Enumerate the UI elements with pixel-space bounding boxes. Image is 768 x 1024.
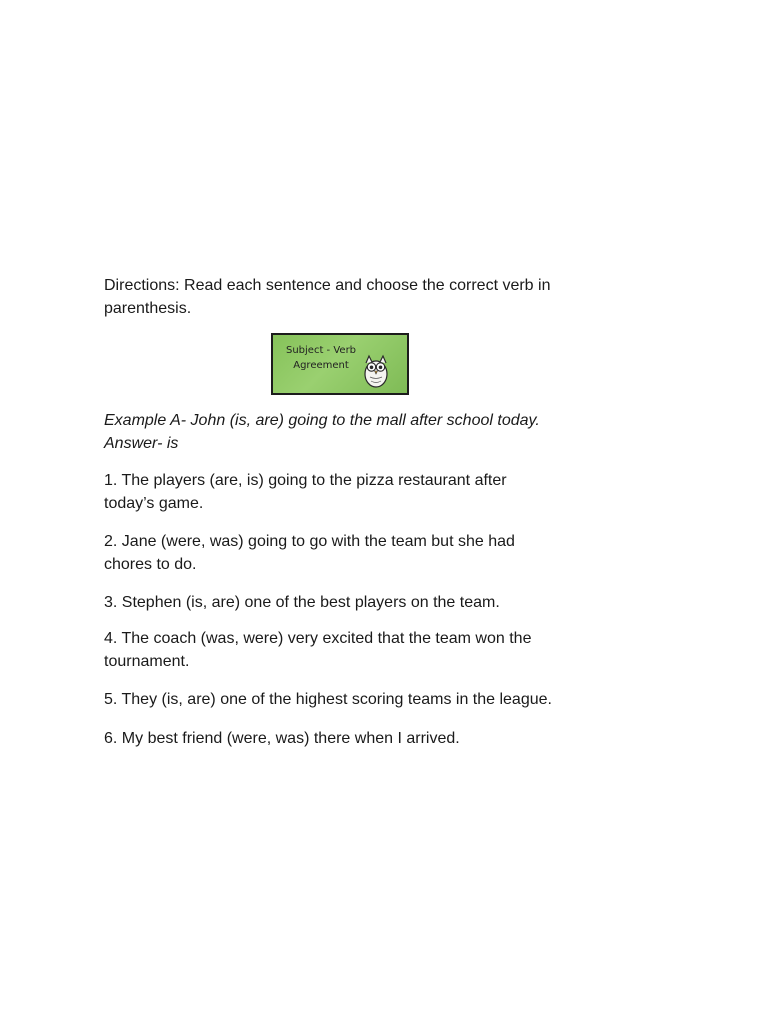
question-1 (104, 469, 574, 515)
question-2-line-2: chores to do. (104, 556, 197, 573)
question-1-line-1: 1. The players (are, is) going to the pizza restaurant after (104, 472, 507, 489)
badge-title (286, 343, 356, 373)
example-answer: Answer- is (104, 435, 179, 452)
question-5-line-1: 5. They (is, are) one of the highest scoring teams in the league. (104, 691, 552, 708)
question-6-line-1: 6. My best friend (were, was) there when I arrived. (104, 730, 460, 747)
question-1-line-2: today’s game. (104, 495, 204, 512)
question-4-line-2: tournament. (104, 653, 190, 670)
subject-verb-agreement-badge (271, 333, 409, 395)
question-4 (104, 627, 574, 673)
question-4-line-1: 4. The coach (was, were) very excited that the team won the (104, 630, 532, 647)
directions (104, 274, 574, 320)
owl-icon (361, 353, 391, 389)
badge-line-1: Subject - Verb (286, 345, 357, 356)
directions-line-1: Directions: Read each sentence and choose the correct verb in (104, 277, 551, 294)
question-6 (104, 727, 574, 750)
badge-line-2: Agreement (293, 360, 349, 371)
question-2 (104, 530, 574, 576)
directions-line-2: parenthesis. (104, 300, 192, 317)
question-3 (104, 591, 574, 614)
example-sentence: Example A- John (is, are) going to the mall after school today. (104, 412, 540, 429)
question-2-line-1: 2. Jane (were, was) going to go with the team but she had (104, 533, 515, 550)
question-3-line-1: 3. Stephen (is, are) one of the best players on the team. (104, 594, 500, 611)
example-block (104, 409, 574, 455)
question-5 (104, 688, 574, 711)
